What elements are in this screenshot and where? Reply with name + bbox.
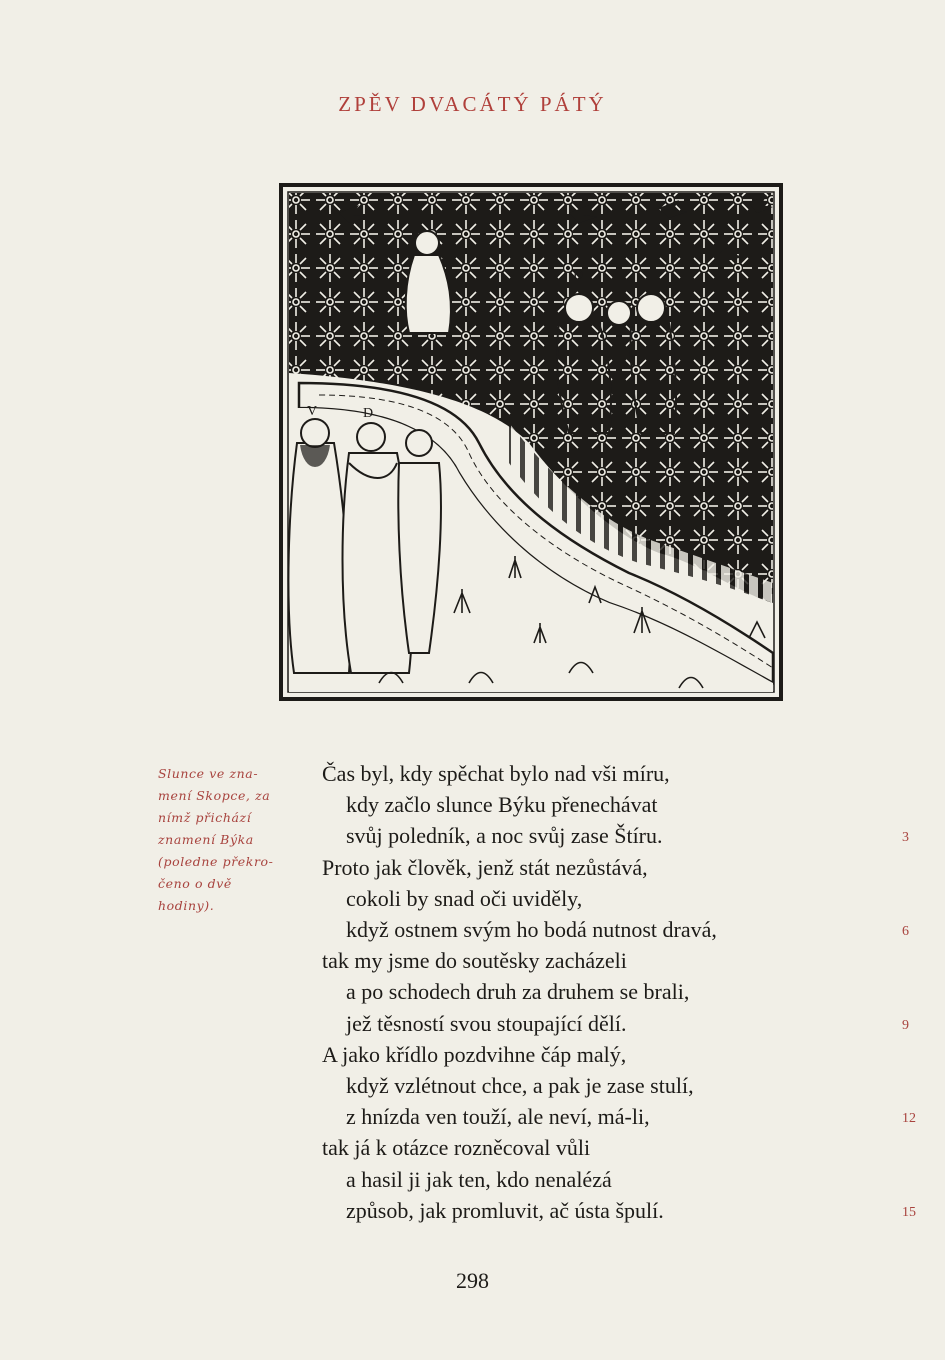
marginal-note-line: znamení Býka — [158, 832, 254, 847]
verse-line: a po schodech druh za druhem se brali, — [346, 979, 690, 1005]
marginal-note-line: (poledne překro- — [158, 854, 274, 869]
figure-label-d: D — [363, 406, 374, 421]
verse-line: jež těsností svou stoupající dělí. — [346, 1010, 627, 1036]
marginal-note — [158, 763, 298, 917]
marginal-note-line: Slunce ve zna- — [158, 766, 259, 781]
verse-line: kdy začlo slunce Býku přenechávat — [346, 792, 658, 818]
verse-line: když vzlétnout chce, a pak je zase stulí, — [346, 1073, 694, 1098]
verse-line: svůj poledník, a noc svůj zase Štíru. — [346, 823, 663, 849]
line-number: 3 — [902, 830, 909, 846]
verse-line: a hasil ji jak ten, kdo nenalézá — [346, 1166, 612, 1192]
verse-line: z hnízda ven touží, ale neví, má-li, — [346, 1104, 650, 1130]
verse-line: A jako křídlo pozdvihne čáp malý, — [322, 1041, 627, 1067]
verse-line: Proto jak člověk, jenž stát nezůstává, — [322, 854, 648, 880]
marginal-note-line: čeno o dvě — [158, 876, 232, 891]
marginal-note-line: nímž přichází — [158, 810, 252, 825]
line-number: 6 — [902, 924, 909, 939]
verse-line: způsob, jak promluvit, ač ústa špulí. — [346, 1197, 664, 1223]
verse-line: tak my jsme do soutěsky zacházeli — [322, 948, 627, 974]
verse-line: Čas byl, kdy spěchat bylo nad vši míru, — [322, 761, 670, 786]
line-number: 12 — [902, 1111, 916, 1127]
line-number: 9 — [902, 1017, 909, 1033]
verse-line: tak já k otázce rozněcoval vůli — [322, 1135, 591, 1161]
line-number: 15 — [902, 1204, 916, 1220]
woodcut-illustration — [279, 183, 783, 701]
figure-label-v: V — [307, 404, 318, 419]
page-number: 298 — [456, 1268, 489, 1293]
marginal-note-line: hodiny). — [158, 898, 215, 913]
marginal-note-line: mení Skopce, za — [158, 788, 271, 803]
verse-line: když ostnem svým ho bodá nutnost dravá, — [346, 917, 717, 942]
verse-line: cokoli by snad oči uviděly, — [346, 885, 583, 911]
canto-title: ZPĚV DVACÁTÝ PÁTÝ — [338, 92, 607, 116]
figure-label-d-forest: D — [573, 268, 584, 283]
